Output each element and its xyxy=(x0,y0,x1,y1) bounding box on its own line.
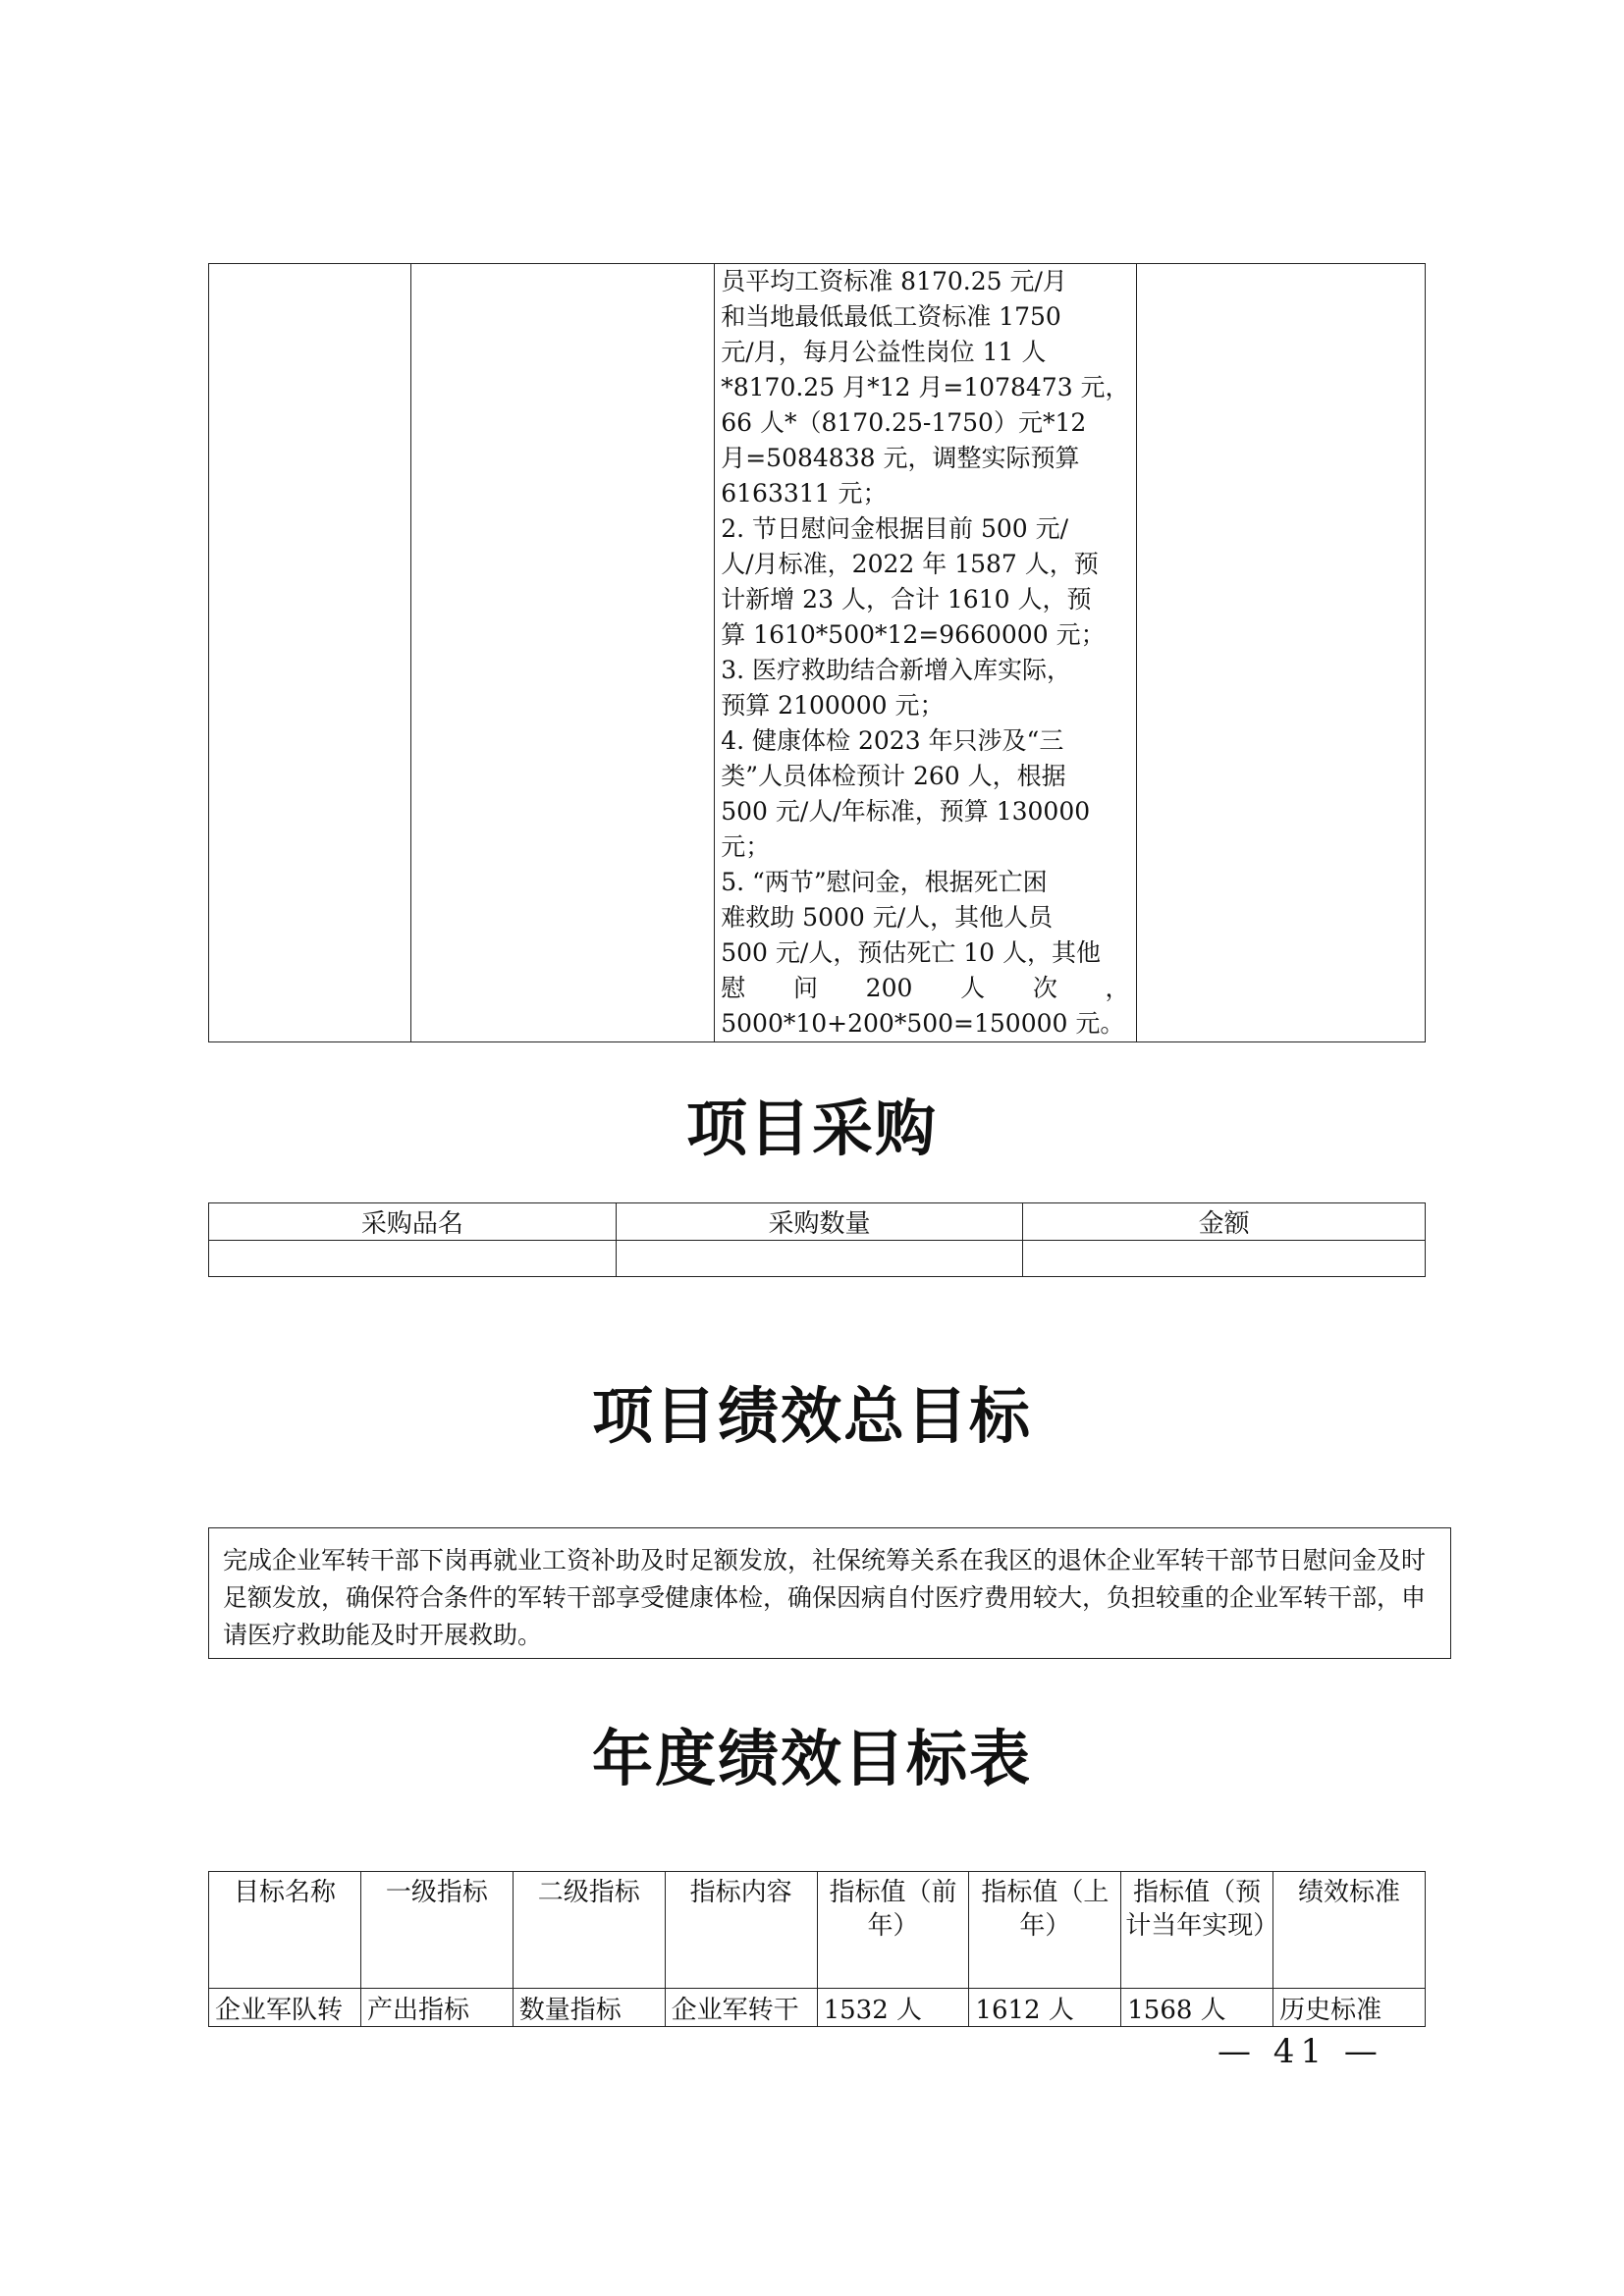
overall-goal-text: 完成企业军转干部下岗再就业工资补助及时足额发放，社保统筹关系在我区的退休企业军转干部节日慰问金及时足额发放，确保符合条件的军转干部享受健康体检，确保因病自付医疗费用较大，负担较重的企业军转干部，申请医疗救助能及时开展救助。 xyxy=(208,1527,1451,1659)
detail-line: 500 元/人，预估死亡 10 人，其他 xyxy=(721,938,1102,967)
header-value-current: 指标值（预计当年实现） xyxy=(1121,1872,1273,1989)
detail-line: 计新增 23 人，合计 1610 人，预 xyxy=(721,585,1092,614)
header-level2: 二级指标 xyxy=(513,1872,665,1989)
detail-line: *8170.25 月*12 月=1078473 元， xyxy=(721,373,1130,401)
cell-goal-name: 企业军队转 xyxy=(209,1989,361,2027)
justified-line xyxy=(721,971,1129,1006)
detail-line: 500 元/人/年标准，预算 130000 xyxy=(721,797,1091,826)
table-row xyxy=(209,1241,1426,1277)
detail-line: 和当地最低最低工资标准 1750 xyxy=(721,302,1061,331)
cell-level1: 产出指标 xyxy=(360,1989,513,2027)
cell-standard: 历史标准 xyxy=(1273,1989,1426,2027)
cell-value-prev: 1612 人 xyxy=(969,1989,1121,2027)
detail-line: 3. 医疗救助结合新增入库实际， xyxy=(721,656,1072,684)
detail-line: 66 人*（8170.25-1750）元*12 xyxy=(721,408,1087,437)
empty-cell xyxy=(209,1241,617,1277)
cell-level2: 数量指标 xyxy=(513,1989,665,2027)
detail-line: 6163311 元； xyxy=(721,479,888,507)
cont-cell-2 xyxy=(411,264,715,1042)
detail-line: 2. 节日慰问金根据目前 500 元/ xyxy=(721,514,1069,543)
detail-line: 预算 2100000 元； xyxy=(721,691,945,720)
justified-word: 人 xyxy=(960,974,986,1002)
detail-line: 难救助 5000 元/人，其他人员 xyxy=(721,903,1054,932)
header-value-prev2: 指标值（前年） xyxy=(817,1872,969,1989)
detail-line: 元/月，每月公益性岗位 11 人 xyxy=(721,338,1047,366)
justified-word: 慰 xyxy=(721,974,746,1002)
detail-line: 人/月标准，2022 年 1587 人，预 xyxy=(721,550,1099,578)
header-value-prev: 指标值（上年） xyxy=(969,1872,1121,1989)
detail-line: 5. “两节”慰问金，根据死亡困 xyxy=(721,868,1048,896)
header-item-name: 采购品名 xyxy=(209,1203,617,1241)
cell-value-prev2: 1532 人 xyxy=(817,1989,969,2027)
procurement-table xyxy=(208,1202,1426,1277)
cont-cell-4 xyxy=(1136,264,1425,1042)
header-level1: 一级指标 xyxy=(360,1872,513,1989)
annual-goals-table xyxy=(208,1871,1426,2027)
detail-line: 元； xyxy=(721,832,771,861)
empty-cell xyxy=(616,1241,1023,1277)
header-quantity: 采购数量 xyxy=(616,1203,1023,1241)
justified-word: 次 xyxy=(1032,974,1057,1002)
budget-detail-cell xyxy=(715,264,1136,1042)
header-goal-name: 目标名称 xyxy=(209,1872,361,1989)
empty-cell xyxy=(1023,1241,1426,1277)
detail-line: 4. 健康体检 2023 年只涉及“三 xyxy=(721,726,1064,755)
cell-content: 企业军转干 xyxy=(665,1989,817,2027)
cont-cell-1 xyxy=(209,264,411,1042)
header-amount: 金额 xyxy=(1023,1203,1426,1241)
justified-word: 200 xyxy=(865,974,913,1002)
detail-line: 5000*10+200*500=150000 元。 xyxy=(721,1009,1125,1038)
page-number: — 41 — xyxy=(1218,2032,1383,2071)
header-standard: 绩效标准 xyxy=(1273,1872,1426,1989)
header-content: 指标内容 xyxy=(665,1872,817,1989)
justified-word: ， xyxy=(1105,974,1130,1002)
detail-line: 月=5084838 元，调整实际预算 xyxy=(721,444,1080,472)
justified-word: 问 xyxy=(792,974,818,1002)
continuation-table xyxy=(208,263,1426,1042)
table-row xyxy=(209,1989,1426,2027)
annual-goals-title: 年度绩效目标表 xyxy=(591,1723,1032,1794)
cell-value-current: 1568 人 xyxy=(1121,1989,1273,2027)
detail-line: 算 1610*500*12=9660000 元； xyxy=(721,620,1106,649)
detail-line: 类”人员体检预计 260 人，根据 xyxy=(721,762,1066,790)
detail-line: 员平均工资标准 8170.25 元/月 xyxy=(721,267,1067,295)
overall-goal-title: 项目绩效总目标 xyxy=(591,1380,1032,1452)
procurement-title: 项目采购 xyxy=(685,1093,938,1164)
